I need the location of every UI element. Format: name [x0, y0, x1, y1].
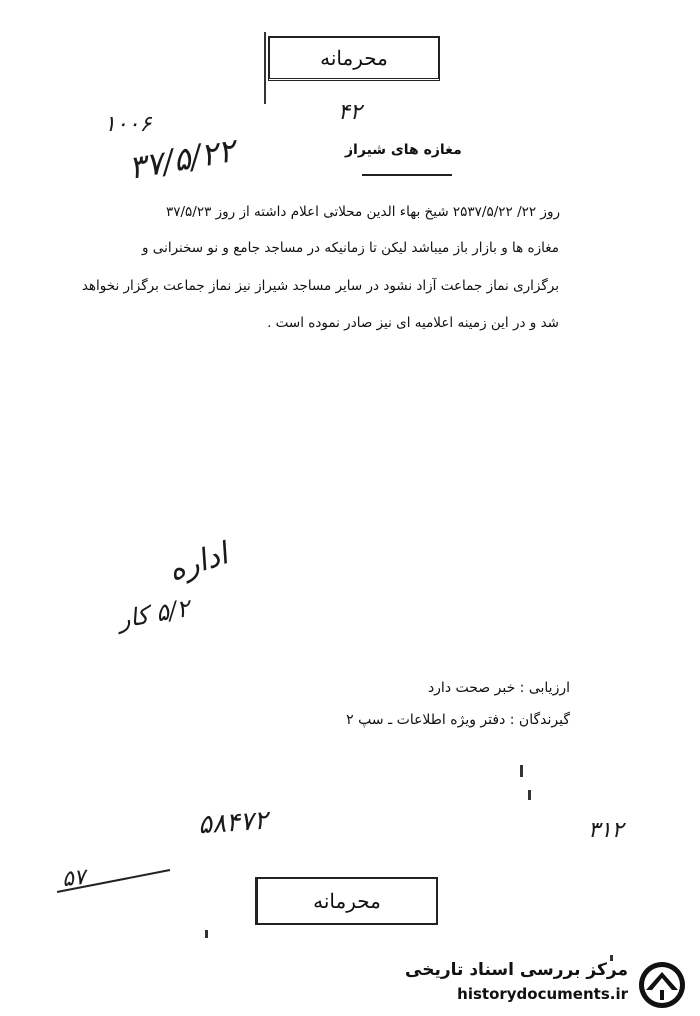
watermark-url: historydocuments.ir [457, 985, 628, 1003]
body-line-4: شد و در این زمینه اعلامیه ای نیز صادر نموده است . [267, 315, 559, 331]
handwritten-date: ۳۷/۵/۲۲ [125, 130, 238, 188]
document-subject: مغازه های شیراز [345, 142, 462, 158]
document-number: ۱۰۰۶ [104, 112, 152, 137]
page-number: ۴۲ [338, 100, 362, 125]
confidential-stamp-top [268, 36, 440, 81]
handwritten-margin-number: ۳۱۲ [588, 818, 624, 843]
archive-logo-icon [636, 960, 688, 1010]
recipients-line: گیرندگان : دفتر ویژه اطلاعات ـ سپ ۲ [346, 712, 570, 728]
body-line-1: روز ۲۲/ ۲۵۳۷/۵/۲۲ شیخ بهاء الدین محلاتی اعلام داشته از روز ۳۷/۵/۲۳ [165, 204, 560, 220]
watermark [405, 960, 690, 1010]
ink-mark [205, 930, 208, 938]
body-line-3: برگزاری نماز جماعت آزاد نشود در سایر مساجد شیراز نیز نماز جماعت برگزار نخواهد [81, 278, 559, 294]
handwritten-signature-2: ۵/۲ کار [116, 593, 192, 635]
confidential-stamp-bottom [255, 877, 438, 925]
confidential-stamp-top-text: محرمانه [320, 46, 388, 70]
ink-mark [528, 790, 531, 800]
ink-mark [520, 765, 523, 777]
watermark-name: مرکز بررسی اسناد تاریخی [405, 960, 628, 980]
subject-underline [362, 174, 452, 176]
handwritten-struck-note: ۵۷ [60, 864, 87, 893]
body-line-2: مغازه ها و بازار باز میباشد لیکن تا زمانیکه در مساجد جامع و نو سخنرانی و [142, 240, 559, 256]
handwritten-signature-1: اداره [164, 536, 233, 589]
confidential-stamp-bottom-text: محرمانه [313, 889, 381, 913]
handwritten-reference: ۵۸۴۷۲ [197, 805, 269, 841]
evaluation-line: ارزیابی : خبر صحت دارد [427, 680, 570, 696]
